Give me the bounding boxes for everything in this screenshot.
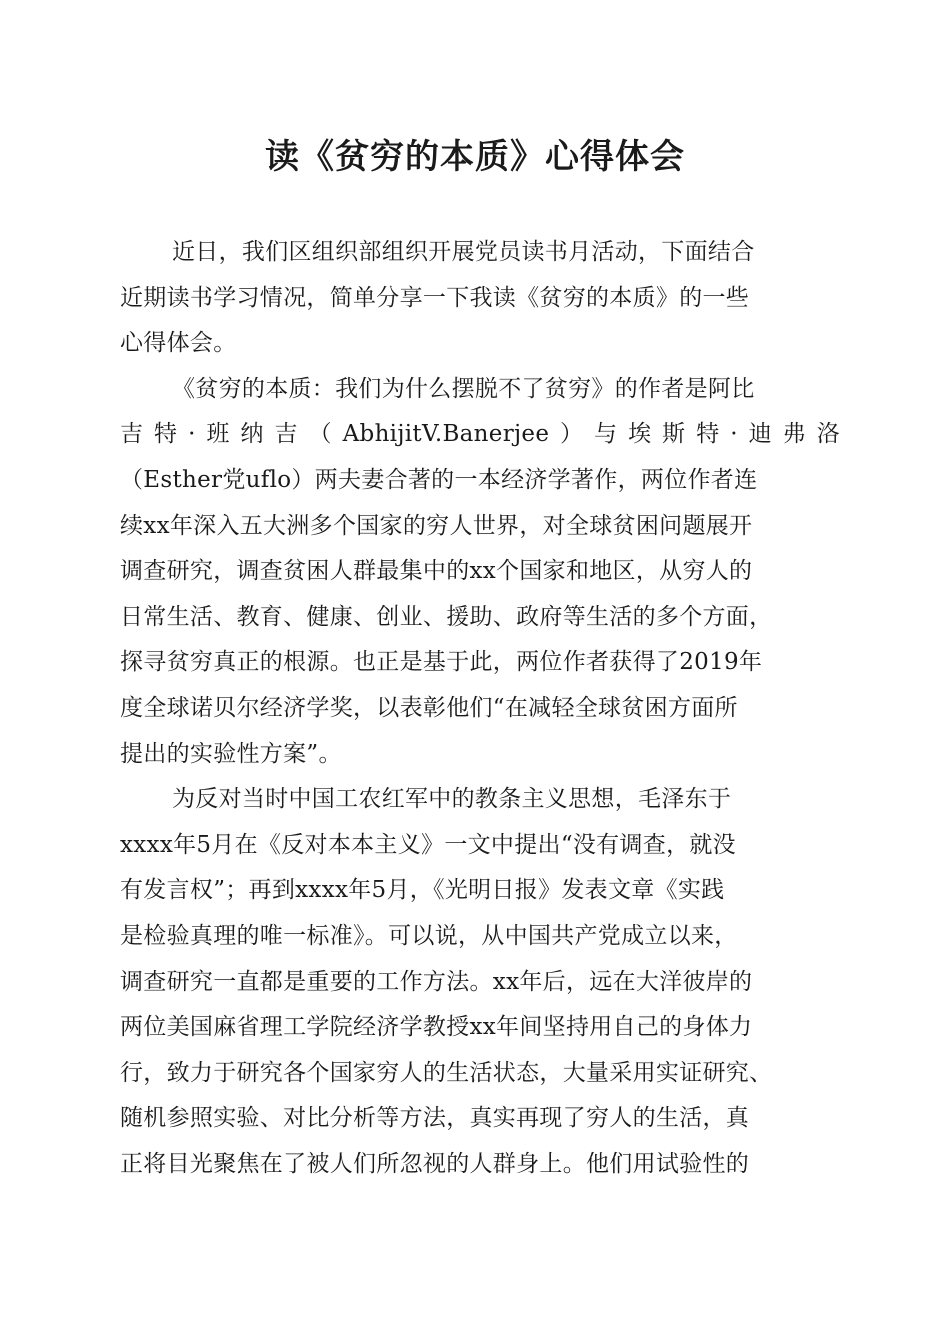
text-line: 度全球诺贝尔经济学奖，以表彰他们“在减轻全球贫困方面所 <box>120 694 738 721</box>
text-line: 调查研究，调查贫困人群最集中的xx个国家和地区，从穷人的 <box>120 558 753 585</box>
document-body <box>120 230 840 1187</box>
text-line: 心得体会。 <box>120 330 237 357</box>
text-line: 随机参照实验、对比分析等方法，真实再现了穷人的生活，真 <box>120 1105 750 1132</box>
text-line: 为反对当时中国工农红军中的教条主义思想，毛泽东于 <box>172 786 732 813</box>
text-line: 正将目光聚焦在了被人们所忽视的人群身上。他们用试验性的 <box>120 1150 750 1177</box>
text-line: 提出的实验性方案”。 <box>120 740 342 767</box>
text-line: 行，致力于研究各个国家穷人的生活状态，大量采用实证研究、 <box>120 1059 773 1086</box>
text-line: 《贫穷的本质：我们为什么摆脱不了贫穷》的作者是阿比 <box>172 375 755 402</box>
text-line: 吉特·班纳吉（AbhijitV.Banerjee）与埃斯特·迪弗洛 <box>120 421 840 448</box>
text-line: 是检验真理的唯一标准》。可以说，从中国共产党成立以来， <box>120 922 738 949</box>
document-title: 读《贫穷的本质》心得体会 <box>265 137 685 177</box>
paragraph-3 <box>120 777 840 1187</box>
text-line: 近期读书学习情况，简单分享一下我读《贫穷的本质》的一些 <box>120 284 750 311</box>
text-line: 两位美国麻省理工学院经济学教授xx年间坚持用自己的身体力 <box>120 1014 753 1041</box>
text-line: 续xx年深入五大洲多个国家的穷人世界，对全球贫困问题展开 <box>120 512 753 539</box>
text-line: 调查研究一直都是重要的工作方法。xx年后，远在大洋彼岸的 <box>120 968 753 995</box>
text-line: 日常生活、教育、健康、创业、援助、政府等生活的多个方面， <box>120 603 773 630</box>
text-line: （Esther党uflo）两夫妻合著的一本经济学著作，两位作者连 <box>120 466 758 493</box>
paragraph-2 <box>120 367 840 777</box>
text-line: 近日，我们区组织部组织开展党员读书月活动，下面结合 <box>172 239 755 265</box>
text-line: 有发言权”；再到xxxx年5月，《光明日报》发表文章《实践 <box>120 877 725 904</box>
text-line: xxxx年5月在《反对本本主义》一文中提出“没有调查，就没 <box>120 831 736 858</box>
paragraph-1 <box>120 230 840 367</box>
text-line: 探寻贫穷真正的根源。也正是基于此，两位作者获得了2019年 <box>120 649 763 676</box>
